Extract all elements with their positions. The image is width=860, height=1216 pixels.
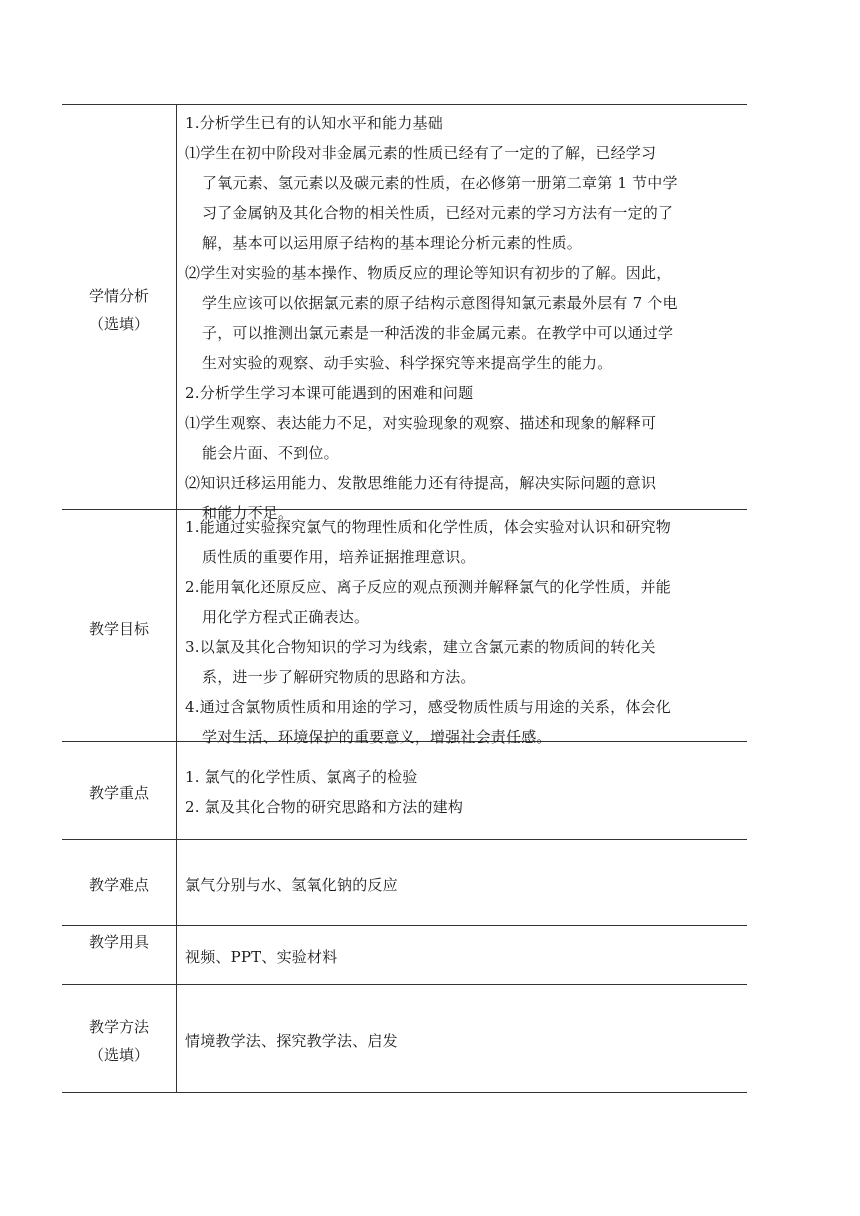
text-line: 2. 氯及其化合物的研究思路和方法的建构 — [185, 798, 464, 816]
student-analysis-content — [185, 108, 735, 528]
text-line: 2.分析学生学习本课可能遇到的困难和问题 — [185, 384, 474, 402]
key-points-content — [185, 762, 735, 822]
difficulties-content — [185, 870, 735, 900]
label-line: （选填） — [88, 1046, 149, 1064]
text-line: 了氧元素、氢元素以及碳元素的性质，在必修第一册第二章第 1 节中学 — [202, 174, 678, 192]
row-divider — [62, 984, 747, 985]
row-label-teaching-objectives — [62, 615, 176, 643]
label-line: 学情分析 — [88, 287, 149, 305]
text-line: 学对生活、环境保护的重要意义，增强社会责任感。 — [202, 728, 552, 746]
row-label-difficulties — [62, 871, 176, 899]
text-line: 4.通过含氯物质性质和用途的学习，感受物质性质与用途的关系，体会化 — [185, 698, 671, 716]
teaching-methods-content — [185, 1026, 735, 1056]
text-line: 氯气分别与水、氢氧化钠的反应 — [185, 876, 398, 894]
text-line: 学生应该可以依据氯元素的原子结构示意图得知氯元素最外层有 7 个电 — [202, 294, 678, 312]
row-label-key-points — [62, 779, 176, 807]
label-line: （选填） — [88, 315, 149, 333]
text-line: ⑴学生观察、表达能力不足，对实验现象的观察、描述和现象的解释可 — [185, 414, 657, 432]
text-line: 视频、PPT、实验材料 — [185, 948, 338, 966]
label-line: 教学方法 — [88, 1018, 149, 1036]
teaching-objectives-content — [185, 512, 735, 752]
row-label-teaching-methods — [62, 1013, 176, 1069]
text-line: ⑵知识迁移运用能力、发散思维能力还有待提高，解决实际问题的意识 — [185, 474, 657, 492]
text-line: 和能力不足。 — [202, 504, 294, 522]
label-line: 教学重点 — [88, 784, 149, 802]
text-line: 子，可以推测出氯元素是一种活泼的非金属元素。在教学中可以通过学 — [202, 324, 674, 342]
text-line: 解，基本可以运用原子结构的基本理论分析元素的性质。 — [202, 234, 583, 252]
text-line: 系，进一步了解研究物质的思路和方法。 — [202, 668, 476, 686]
row-divider — [62, 839, 747, 840]
label-line: 教学难点 — [88, 876, 149, 894]
table-top-border — [62, 104, 747, 105]
text-line: 1.能通过实验探究氯气的物理性质和化学性质，体会实验对认识和研究物 — [185, 518, 671, 536]
row-label-teaching-tools — [62, 928, 176, 956]
label-line: 教学用具 — [88, 933, 149, 951]
text-line: 1. 氯气的化学性质、氯离子的检验 — [185, 768, 418, 786]
teaching-tools-content — [185, 942, 735, 972]
text-line: 质性质的重要作用，培养证据推理意识。 — [202, 548, 476, 566]
text-line: 1.分析学生已有的认知水平和能力基础 — [185, 114, 443, 132]
text-line: 能会片面、不到位。 — [202, 444, 339, 462]
text-line: ⑵学生对实验的基本操作、物质反应的理论等知识有初步的了解。因此， — [185, 264, 672, 282]
text-line: 3.以氯及其化合物知识的学习为线索，建立含氯元素的物质间的转化关 — [185, 638, 656, 656]
row-divider — [62, 925, 747, 926]
row-label-student-analysis — [62, 282, 176, 338]
text-line: ⑴学生在初中阶段对非金属元素的性质已经有了一定的了解，已经学习 — [185, 144, 657, 162]
text-line: 2.能用氧化还原反应、离子反应的观点预测并解释氯气的化学性质，并能 — [185, 578, 671, 596]
column-divider — [176, 104, 177, 1092]
table-bottom-border — [62, 1092, 747, 1093]
label-line: 教学目标 — [88, 620, 149, 638]
text-line: 情境教学法、探究教学法、启发 — [185, 1032, 398, 1050]
text-line: 习了金属钠及其化合物的相关性质，已经对元素的学习方法有一定的了 — [202, 204, 674, 222]
text-line: 用化学方程式正确表达。 — [202, 608, 370, 626]
text-line: 生对实验的观察、动手实验、科学探究等来提高学生的能力。 — [202, 354, 613, 372]
